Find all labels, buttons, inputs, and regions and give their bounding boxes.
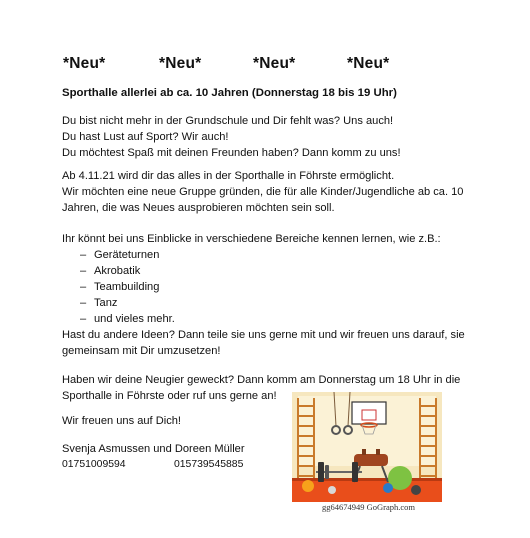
invite-line: Haben wir deine Neugier geweckt? Dann komm am Donnerstag um 18 Uhr in die	[62, 374, 461, 386]
phone-number-2: 015739545885	[174, 459, 244, 470]
ideas-line: gemeinsam mit Dir umzusetzen!	[62, 344, 221, 357]
neu-tag-3: *Neu*	[253, 55, 296, 72]
list-dash: –	[80, 297, 87, 309]
intro-line: Du möchtest Spaß mit deinen Freunden haben? Dann komm zu uns!	[62, 146, 401, 159]
activity-list	[80, 247, 175, 327]
list-item-label: Teambuilding	[94, 281, 160, 293]
intro-line: Du hast Lust auf Sport? Wir auch!	[62, 130, 229, 143]
ball-blue	[383, 483, 393, 493]
list-item	[80, 279, 175, 295]
list-item-label: Tanz	[94, 297, 118, 309]
neu-tag-2: *Neu*	[159, 55, 202, 72]
contact-names: Svenja Asmussen und Doreen Müller	[62, 443, 245, 455]
list-intro: Ihr könnt bei uns Einblicke in verschiedene Bereiche kennen lernen, wie z.B.:	[62, 233, 441, 245]
list-dash: –	[80, 313, 87, 325]
ball-orange	[302, 480, 314, 492]
intro-line: Du bist nicht mehr in der Grundschule und Dir fehlt was? Uns auch!	[62, 115, 394, 127]
list-item-label: Akrobatik	[94, 265, 141, 277]
contact-phones	[62, 459, 244, 470]
details-line: Ab 4.11.21 wird dir das alles in der Sporthalle in Föhrste ermöglicht.	[62, 170, 395, 182]
flyer-title: Sporthalle allerlei ab ca. 10 Jahren (Donnerstag 18 bis 19 Uhr)	[62, 87, 397, 99]
details-line: Jahren, die was Neues ausprobieren möchten sein soll.	[62, 201, 335, 214]
invite-line: Sporthalle in Föhrste oder ruf uns gerne an!	[62, 389, 277, 402]
list-item-label: und vieles mehr.	[94, 313, 175, 325]
ideas-line: Hast du andere Ideen? Dann teile sie uns gerne mit und wir freuen uns darauf, sie	[62, 329, 465, 341]
list-dash: –	[80, 265, 87, 277]
list-item	[80, 311, 175, 327]
list-item-label: Geräteturnen	[94, 249, 160, 261]
details-line: Wir möchten eine neue Gruppe gründen, die für alle Kinder/Jugendliche ab ca. 10	[62, 185, 464, 198]
list-item	[80, 263, 175, 279]
list-dash: –	[80, 281, 87, 293]
ideas-paragraph	[62, 328, 465, 360]
gym-illustration	[292, 392, 442, 502]
list-item	[80, 247, 175, 263]
intro-paragraph	[62, 114, 401, 161]
ball-dark	[411, 485, 421, 495]
ball-light	[328, 486, 336, 494]
list-item	[80, 295, 175, 311]
closing-text: Wir freuen uns auf Dich!	[62, 415, 181, 427]
list-dash: –	[80, 249, 87, 261]
neu-tag-4: *Neu*	[347, 55, 390, 72]
details-paragraph	[62, 169, 463, 216]
image-credit: gg64674949 GoGraph.com	[322, 502, 416, 512]
phone-number-1: 01751009594	[62, 459, 126, 470]
neu-tag-1: *Neu*	[63, 55, 106, 72]
